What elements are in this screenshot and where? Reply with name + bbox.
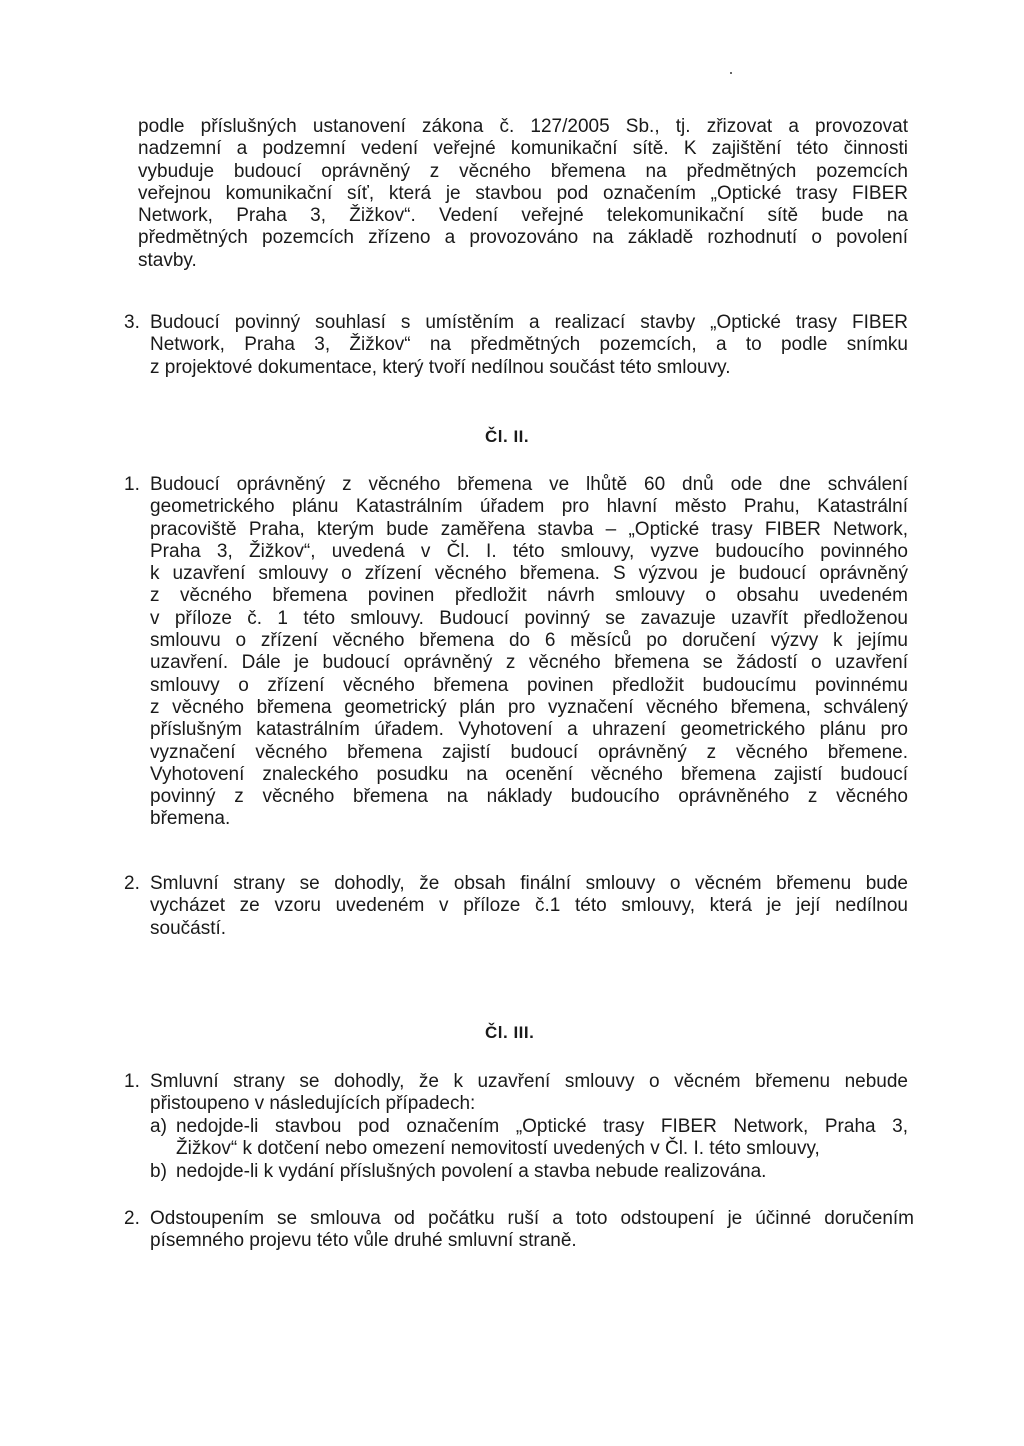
cl1-item3-paragraph [150, 312, 908, 379]
text-line: stavby. [138, 249, 197, 271]
item-number: 1. [124, 474, 140, 495]
intro-paragraph [138, 116, 908, 272]
item-number: 3. [124, 312, 140, 333]
text-line: Smluvní strany se dohodly, že obsah finální smlouvy o věcném břemenu bude [150, 873, 908, 894]
cl2-item1-paragraph [150, 474, 908, 831]
text-line: součástí. [150, 917, 227, 939]
text-line: písemného projevu této vůle druhé smluvní straně. [150, 1230, 577, 1252]
text-line: geometrického plánu Katastrálním úřadem pro hlavní město Prahu, Katastrální [150, 496, 908, 518]
text-line: břemena. [150, 808, 231, 830]
text-line: pracoviště Praha, kterým bude zaměřena stavba – „Optické trasy FIBER Network, [150, 518, 908, 540]
text-line: Praha 3, Žižkov“, uvedená v Čl. I. této smlouvy, vyzve budoucího povinného [150, 540, 908, 562]
text-line: z věcného břemena geometrický plán pro vyznačení věcného břemena, schválený [150, 696, 908, 718]
text-line: podle příslušných ustanovení zákona č. 127/2005 Sb., tj. zřizovat a provozovat [138, 116, 908, 137]
text-line: předmětných pozemcích zřízeno a provozováno na základě rozhodnutí o povolení [138, 227, 908, 249]
cl3-item1-sub-a [176, 1116, 908, 1161]
text-line: vyznačení věcného břemena zajistí budoucí oprávněný z věcného břemene. [150, 741, 908, 763]
text-line: k uzavření smlouvy o zřízení věcného břemena. S výzvou je budoucí oprávněný [150, 563, 908, 585]
text-line: povinný z věcného břemena na náklady budoucího oprávněného z věcného [150, 786, 908, 808]
text-line: uzavření. Dále je budoucí oprávněný z věcného břemena se žádostí o uzavření [150, 652, 908, 674]
text-line: Budoucí povinný souhlasí s umístěním a realizací stavby „Optické trasy FIBER [150, 312, 908, 333]
text-line: vycházet ze vzoru uvedeném v příloze č.1 této smlouvy, která je její nedílnou [150, 895, 908, 917]
cl3-item2-paragraph [150, 1208, 914, 1253]
scan-speck [730, 72, 732, 74]
text-line: nedojde-li k vydání příslušných povolení a stavba nebude realizována. [176, 1161, 767, 1182]
cl3-item1-sub-b [176, 1161, 908, 1183]
cl3-item1-paragraph [150, 1071, 908, 1116]
text-line: příslušným katastrálním úřadem. Vyhotovení a uhrazení geometrického plánu pro [150, 719, 908, 741]
text-line: přistoupeno v následujících případech: [150, 1093, 476, 1115]
text-line: Network, Praha 3, Žižkov“. Vedení veřejné telekomunikační sítě bude na [138, 205, 908, 227]
text-line: z věcného břemena povinen předložit návrh smlouvy o obsahu uvedeném [150, 585, 908, 607]
text-line: smlouvu o zřízení věcného břemena do 6 měsíců po doručení výzvy k jejímu [150, 630, 908, 652]
text-line: Smluvní strany se dohodly, že k uzavření smlouvy o věcném břemenu nebude [150, 1071, 908, 1092]
text-line: Žižkov“ k dotčení nebo omezení nemovitostí uvedených v Čl. I. této smlouvy, [176, 1138, 820, 1160]
section-heading-cl2: Čl. II. [485, 427, 530, 446]
text-line: smlouvy o zřízení věcného břemena povinen předložit budoucímu povinnému [150, 674, 908, 696]
sub-item-label: b) [150, 1161, 167, 1182]
text-line: v příloze č. 1 této smlouvy. Budoucí povinný se zavazuje uzavřít předloženou [150, 607, 908, 629]
text-line: Network, Praha 3, Žižkov“ na předmětných pozemcích, a to podle snímku [150, 334, 908, 356]
item-number: 2. [124, 873, 140, 894]
text-line: z projektové dokumentace, který tvoří nedílnou součást této smlouvy. [150, 356, 731, 378]
text-line: nadzemní a podzemní vedení veřejné komunikační sítě. K zajištění této činnosti [138, 138, 908, 160]
text-line: nedojde-li stavbou pod označením „Optické trasy FIBER Network, Praha 3, [176, 1116, 908, 1137]
cl2-item2-paragraph [150, 873, 908, 940]
text-line: Odstoupením se smlouva od počátku ruší a toto odstoupení je účinné doručením [150, 1208, 914, 1229]
text-line: vybuduje budoucí oprávněný z věcného břemena na předmětných pozemcích [138, 160, 908, 182]
text-line: Vyhotovení znaleckého posudku na ocenění věcného břemena zajistí budoucí [150, 763, 908, 785]
section-heading-cl3: Čl. III. [485, 1023, 535, 1042]
sub-item-label: a) [150, 1116, 167, 1137]
item-number: 2. [124, 1208, 140, 1229]
item-number: 1. [124, 1071, 140, 1092]
text-line: Budoucí oprávněný z věcného břemena ve lhůtě 60 dnů ode dne schválení [150, 474, 908, 495]
text-line: veřejnou komunikační síť, která je stavbou pod označením „Optické trasy FIBER [138, 182, 908, 204]
